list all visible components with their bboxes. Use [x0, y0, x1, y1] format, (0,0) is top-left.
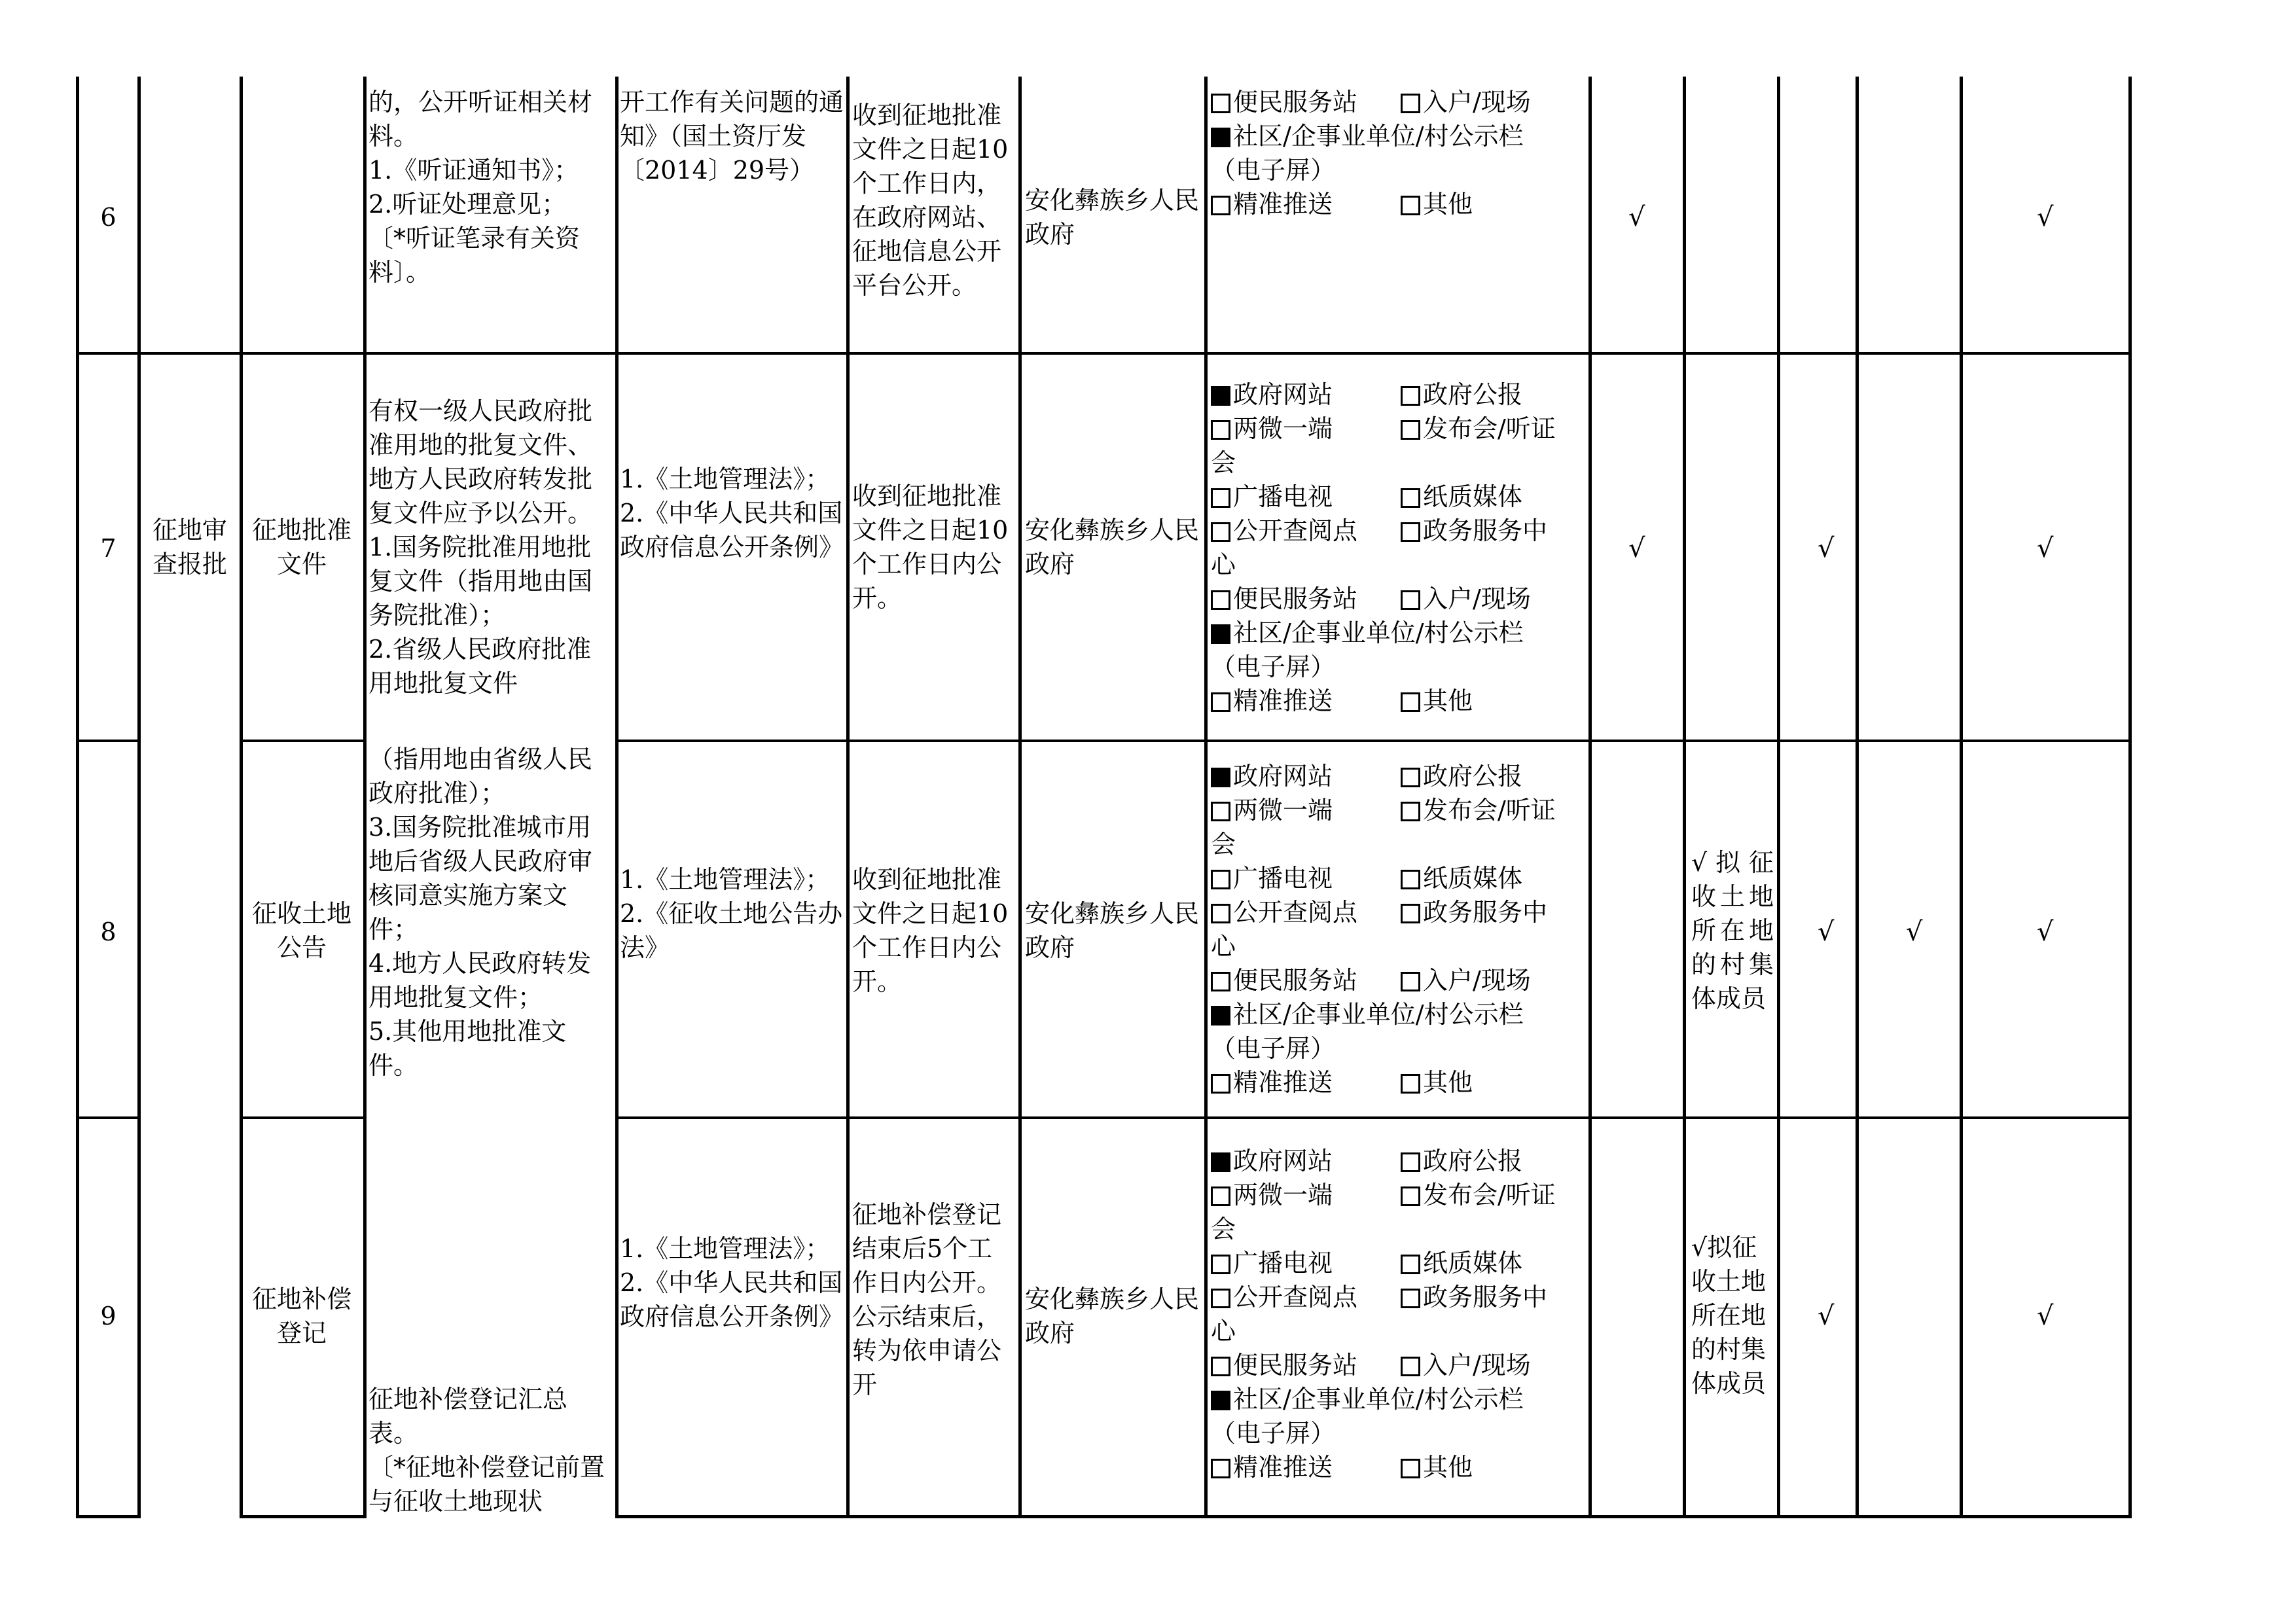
channel-line: [1211, 861, 1588, 895]
channel-line: [1211, 412, 1588, 446]
channel-line: [1211, 1246, 1588, 1280]
grid-line: [363, 77, 367, 1518]
channel-label: 两微一端: [1233, 1181, 1333, 1209]
unchecked-box-icon: [1401, 590, 1420, 610]
unchecked-box-icon: [1211, 1255, 1230, 1274]
channel-line: [1211, 684, 1588, 718]
channel-option: [1401, 684, 1473, 718]
unchecked-box-icon: [1401, 196, 1420, 215]
grid-line: [240, 1515, 363, 1518]
unchecked-box-icon: [1401, 94, 1420, 113]
channel-line: [1211, 997, 1588, 1031]
object-specific-note: √拟征收土地所在地的村集体成员: [1691, 1233, 1767, 1398]
channel-label: 入户/现场: [1423, 966, 1531, 995]
channel-label: 政府公报: [1423, 762, 1523, 791]
channel-label: 精准推送: [1233, 1068, 1333, 1097]
checked-box-icon: [1211, 1152, 1230, 1172]
channel-line: [1211, 1450, 1588, 1484]
channel-label: 公开查阅点: [1233, 516, 1358, 545]
channel-line: [1211, 153, 1588, 187]
channel-option: [1401, 793, 1556, 827]
channel-option: [1211, 412, 1333, 446]
row-number: 9: [100, 1302, 117, 1330]
channel-line: [1211, 616, 1588, 650]
channel-option: [1211, 1280, 1357, 1314]
channel-option: [1211, 861, 1333, 895]
channel-label: 广播电视: [1233, 864, 1333, 893]
grid-line: [76, 352, 2132, 355]
disclosure-content: 有权一级人民政府批准用地的批复文件、地方人民政府转发批复文件应予以公开。 1.国务院批准用地批复文件（指用地由国务院批准）； 2.省级人民政府批准用地批复文件: [368, 397, 593, 698]
channel-line: [1211, 895, 1588, 929]
channel-option: [1211, 187, 1333, 221]
disclosure-timeline: 征地补偿登记结束后5个工作日内公开。 公示结束后，转为依申请公开: [852, 1200, 1002, 1399]
channel-label: 发布会/听证: [1423, 796, 1556, 825]
channel-option: [1211, 1314, 1236, 1348]
channel-line: [1211, 827, 1588, 861]
channel-option: [1211, 1144, 1333, 1178]
channel-label: 社区/企事业单位/村公示栏: [1233, 1000, 1524, 1029]
checked-box-icon: [1211, 1391, 1230, 1410]
channel-label: （电子屏）: [1211, 1419, 1336, 1448]
channel-option: [1401, 85, 1531, 119]
channel-label: 便民服务站: [1233, 88, 1358, 116]
disclosure-timeline: 收到征地批准文件之日起10个工作日内公开。: [852, 865, 1009, 996]
channel-option: [1211, 514, 1357, 548]
level-county-mark: √: [2037, 917, 2054, 947]
channel-label: 会: [1211, 448, 1236, 477]
mode-active-mark: √: [1818, 1301, 1835, 1331]
unchecked-box-icon: [1401, 522, 1420, 542]
channel-option: [1401, 1348, 1531, 1382]
channel-line: [1211, 1280, 1588, 1314]
disclosure-channels: [1211, 759, 1588, 1099]
channel-option: [1401, 1280, 1547, 1314]
disclosure-timeline: 收到征地批准文件之日起10个工作日内公开。: [852, 482, 1009, 613]
channel-line: [1211, 1031, 1588, 1065]
row-number: 8: [100, 918, 117, 946]
disclosure-content: 的，公开听证相关材料。 1.《听证通知书》； 2.听证处理意见； 〔*听证笔录有关资料〕。: [368, 88, 593, 287]
channel-label: 政务服务中: [1423, 898, 1548, 927]
unchecked-box-icon: [1211, 420, 1230, 440]
channel-label: 便民服务站: [1233, 966, 1358, 995]
channel-label: 两微一端: [1233, 796, 1333, 825]
channel-line: [1211, 929, 1588, 963]
channel-label: 政府网站: [1233, 762, 1333, 791]
item-label: 征收土地公告: [251, 899, 351, 962]
grid-line: [615, 1116, 2132, 1119]
channel-label: 政府网站: [1233, 380, 1333, 409]
channel-option: [1211, 119, 1524, 153]
grid-line: [2128, 77, 2132, 1518]
mode-request-mark: √: [1906, 917, 1923, 947]
channel-option: [1211, 85, 1357, 119]
channel-line: [1211, 1144, 1588, 1178]
unchecked-box-icon: [1211, 196, 1230, 215]
channel-option: [1401, 1065, 1473, 1099]
channel-line: [1211, 446, 1588, 480]
row-number: 6: [100, 203, 117, 232]
channel-label: 入户/现场: [1423, 88, 1531, 116]
grid-line: [1777, 77, 1780, 1518]
channel-option: [1211, 582, 1357, 616]
channel-label: 会: [1211, 1215, 1236, 1243]
channel-line: [1211, 548, 1588, 582]
checked-box-icon: [1211, 128, 1230, 147]
grid-line: [1960, 77, 1963, 1518]
unchecked-box-icon: [1211, 802, 1230, 821]
channel-line: [1211, 793, 1588, 827]
unchecked-box-icon: [1211, 904, 1230, 923]
channel-option: [1211, 1382, 1524, 1416]
unchecked-box-icon: [1211, 692, 1230, 712]
item-label: 征地批准文件: [251, 516, 351, 579]
legal-basis: 1.《土地管理法》； 2.《征收土地公告办法》: [620, 865, 843, 962]
channel-label: 公开查阅点: [1233, 1283, 1358, 1311]
channel-label: 政府网站: [1233, 1147, 1333, 1175]
channel-line: [1211, 187, 1588, 221]
channel-label: （电子屏）: [1211, 156, 1336, 185]
unchecked-box-icon: [1401, 768, 1420, 787]
channel-option: [1401, 861, 1522, 895]
channel-label: 纸质媒体: [1423, 864, 1523, 893]
channel-option: [1211, 1065, 1333, 1099]
channel-label: （电子屏）: [1211, 1034, 1336, 1063]
unchecked-box-icon: [1401, 488, 1420, 508]
unchecked-box-icon: [1401, 904, 1420, 923]
channel-label: 纸质媒体: [1423, 1249, 1523, 1277]
channel-line: [1211, 1212, 1588, 1246]
channel-label: 入户/现场: [1423, 1351, 1531, 1380]
channel-label: 政府公报: [1423, 380, 1523, 409]
mode-active-mark: √: [1818, 917, 1835, 947]
channel-label: 心: [1211, 550, 1236, 579]
channel-option: [1211, 827, 1236, 861]
grid-line: [615, 740, 2132, 742]
disclosure-content: 征地补偿登记汇总表。 〔*征地补偿登记前置与征收土地现状: [368, 1385, 605, 1516]
unchecked-box-icon: [1211, 590, 1230, 610]
channel-label: 广播电视: [1233, 482, 1333, 511]
channel-label: 精准推送: [1233, 190, 1333, 219]
grid-line: [76, 1515, 137, 1518]
unchecked-box-icon: [1401, 1289, 1420, 1308]
channel-option: [1211, 1031, 1335, 1065]
channel-line: [1211, 378, 1588, 412]
unchecked-box-icon: [1211, 1289, 1230, 1308]
channel-option: [1401, 480, 1522, 514]
disclosure-channels: [1211, 1144, 1588, 1484]
level-county-mark: √: [2037, 202, 2054, 232]
mode-active-mark: √: [1818, 533, 1835, 563]
channel-option: [1401, 378, 1522, 412]
unchecked-box-icon: [1401, 1255, 1420, 1274]
grid-line: [1204, 77, 1208, 1518]
channel-line: [1211, 1178, 1588, 1212]
grid-line: [615, 1515, 2132, 1518]
channel-option: [1211, 153, 1335, 187]
disclosure-channels: [1211, 378, 1588, 718]
channel-label: 广播电视: [1233, 1249, 1333, 1277]
channel-label: 社区/企事业单位/村公示栏: [1233, 122, 1524, 151]
channel-line: [1211, 119, 1588, 153]
channel-option: [1401, 1144, 1522, 1178]
channel-label: 便民服务站: [1233, 584, 1358, 613]
channel-line: [1211, 1416, 1588, 1450]
channel-option: [1211, 1178, 1333, 1212]
channel-label: （电子屏）: [1211, 652, 1336, 681]
channel-label: 政务服务中: [1423, 516, 1548, 545]
channel-option: [1401, 187, 1473, 221]
grid-line: [1588, 77, 1592, 1518]
channel-line: [1211, 759, 1588, 793]
channel-option: [1401, 759, 1522, 793]
channel-label: 社区/企事业单位/村公示栏: [1233, 1385, 1524, 1414]
object-all-mark: √: [1628, 533, 1645, 563]
channel-option: [1211, 1246, 1333, 1280]
channel-option: [1211, 895, 1357, 929]
disclosure-timeline: 收到征地批准文件之日起10个工作日内，在政府网站、征地信息公开平台公开。: [852, 101, 1009, 300]
unchecked-box-icon: [1401, 1186, 1420, 1206]
channel-option: [1211, 548, 1236, 582]
channel-option: [1211, 1416, 1335, 1450]
unchecked-box-icon: [1211, 488, 1230, 508]
channel-label: 精准推送: [1233, 1453, 1333, 1482]
channel-option: [1401, 963, 1531, 997]
disclosure-subject: 安化彝族乡人民政府: [1025, 186, 1200, 249]
channel-option: [1211, 1212, 1236, 1246]
level-county-mark: √: [2037, 1301, 2054, 1331]
channel-option: [1401, 1178, 1556, 1212]
channel-label: 其他: [1423, 1453, 1473, 1482]
unchecked-box-icon: [1401, 1152, 1420, 1172]
grid-line: [76, 740, 137, 742]
channel-label: 便民服务站: [1233, 1351, 1358, 1380]
channel-option: [1211, 929, 1236, 963]
channel-option: [1211, 480, 1333, 514]
channel-label: 政务服务中: [1423, 1283, 1548, 1311]
unchecked-box-icon: [1401, 1459, 1420, 1478]
unchecked-box-icon: [1401, 972, 1420, 991]
channel-line: [1211, 480, 1588, 514]
grid-line: [76, 1116, 137, 1119]
channel-option: [1211, 1348, 1357, 1382]
channel-label: 其他: [1423, 687, 1473, 715]
channel-option: [1211, 1450, 1333, 1484]
disclosure-channels: [1211, 85, 1588, 221]
channel-label: 纸质媒体: [1423, 482, 1523, 511]
legal-basis: 1.《土地管理法》； 2.《中华人民共和国政府信息公开条例》: [620, 465, 844, 562]
channel-option: [1211, 793, 1333, 827]
channel-label: 社区/企事业单位/村公示栏: [1233, 618, 1524, 647]
channel-label: 精准推送: [1233, 687, 1333, 715]
grid-line: [1018, 77, 1022, 1518]
channel-line: [1211, 85, 1588, 119]
disclosure-content: （指用地由省级人民政府批准）； 3.国务院批准城市用地后省级人民政府审核同意实施方案文件； 4.地方人民政府转发用地批复文件； 5.其他用地批准文件。: [368, 745, 593, 1080]
channel-label: 两微一端: [1233, 414, 1333, 443]
unchecked-box-icon: [1211, 870, 1230, 889]
channel-label: 发布会/听证: [1423, 414, 1556, 443]
channel-label: 政府公报: [1423, 1147, 1523, 1175]
channel-option: [1401, 1450, 1473, 1484]
channel-line: [1211, 1382, 1588, 1416]
row-number: 7: [100, 534, 117, 563]
channel-label: 会: [1211, 830, 1236, 859]
checked-box-icon: [1211, 1006, 1230, 1026]
channel-label: 公开查阅点: [1233, 898, 1358, 927]
grid-line: [240, 740, 363, 742]
grid-line: [846, 77, 850, 1518]
grid-line: [615, 77, 619, 1518]
channel-option: [1211, 684, 1333, 718]
unchecked-box-icon: [1401, 802, 1420, 821]
channel-option: [1211, 759, 1333, 793]
object-specific-note: √拟征收土地所在地的村集体成员: [1691, 848, 1774, 1013]
channel-option: [1401, 582, 1531, 616]
unchecked-box-icon: [1211, 972, 1230, 991]
channel-option: [1401, 412, 1556, 446]
legal-basis: 1.《土地管理法》； 2.《中华人民共和国政府信息公开条例》: [620, 1234, 844, 1331]
channel-label: 心: [1211, 1317, 1236, 1346]
channel-option: [1211, 446, 1236, 480]
channel-line: [1211, 1314, 1588, 1348]
unchecked-box-icon: [1401, 692, 1420, 712]
unchecked-box-icon: [1401, 1074, 1420, 1094]
level-county-mark: √: [2037, 533, 2054, 563]
unchecked-box-icon: [1211, 1074, 1230, 1094]
channel-line: [1211, 650, 1588, 684]
unchecked-box-icon: [1401, 420, 1420, 440]
unchecked-box-icon: [1211, 1357, 1230, 1376]
unchecked-box-icon: [1211, 1459, 1230, 1478]
unchecked-box-icon: [1211, 94, 1230, 113]
channel-line: [1211, 1065, 1588, 1099]
channel-option: [1211, 963, 1357, 997]
object-all-mark: √: [1628, 202, 1645, 232]
grid-line: [1856, 77, 1859, 1518]
channel-label: 发布会/听证: [1423, 1181, 1556, 1209]
channel-option: [1211, 616, 1524, 650]
unchecked-box-icon: [1401, 870, 1420, 889]
channel-option: [1211, 650, 1335, 684]
channel-option: [1211, 997, 1524, 1031]
channel-option: [1211, 378, 1333, 412]
category-label: 征地审查报批: [152, 516, 227, 579]
channel-label: 心: [1211, 932, 1236, 961]
channel-label: 入户/现场: [1423, 584, 1531, 613]
channel-option: [1401, 1246, 1522, 1280]
channel-label: 其他: [1423, 190, 1473, 219]
unchecked-box-icon: [1401, 1357, 1420, 1376]
checked-box-icon: [1211, 624, 1230, 644]
grid-line: [240, 1116, 363, 1119]
channel-line: [1211, 1348, 1588, 1382]
disclosure-subject: 安化彝族乡人民政府: [1025, 1285, 1200, 1347]
disclosure-subject: 安化彝族乡人民政府: [1025, 516, 1200, 579]
channel-option: [1401, 895, 1547, 929]
item-label: 征地补偿登记: [251, 1285, 351, 1347]
channel-option: [1401, 514, 1547, 548]
unchecked-box-icon: [1211, 1186, 1230, 1206]
channel-line: [1211, 514, 1588, 548]
checked-box-icon: [1211, 386, 1230, 406]
grid-line: [137, 77, 141, 1518]
grid-line: [240, 77, 243, 1518]
channel-line: [1211, 582, 1588, 616]
grid-line: [1683, 77, 1686, 1518]
channel-label: 其他: [1423, 1068, 1473, 1097]
channel-line: [1211, 963, 1588, 997]
unchecked-box-icon: [1401, 386, 1420, 406]
checked-box-icon: [1211, 768, 1230, 787]
disclosure-subject: 安化彝族乡人民政府: [1025, 899, 1200, 962]
unchecked-box-icon: [1211, 522, 1230, 542]
legal-basis: 开工作有关问题的通知》（国土资厅发〔2014〕29号）: [620, 88, 844, 185]
